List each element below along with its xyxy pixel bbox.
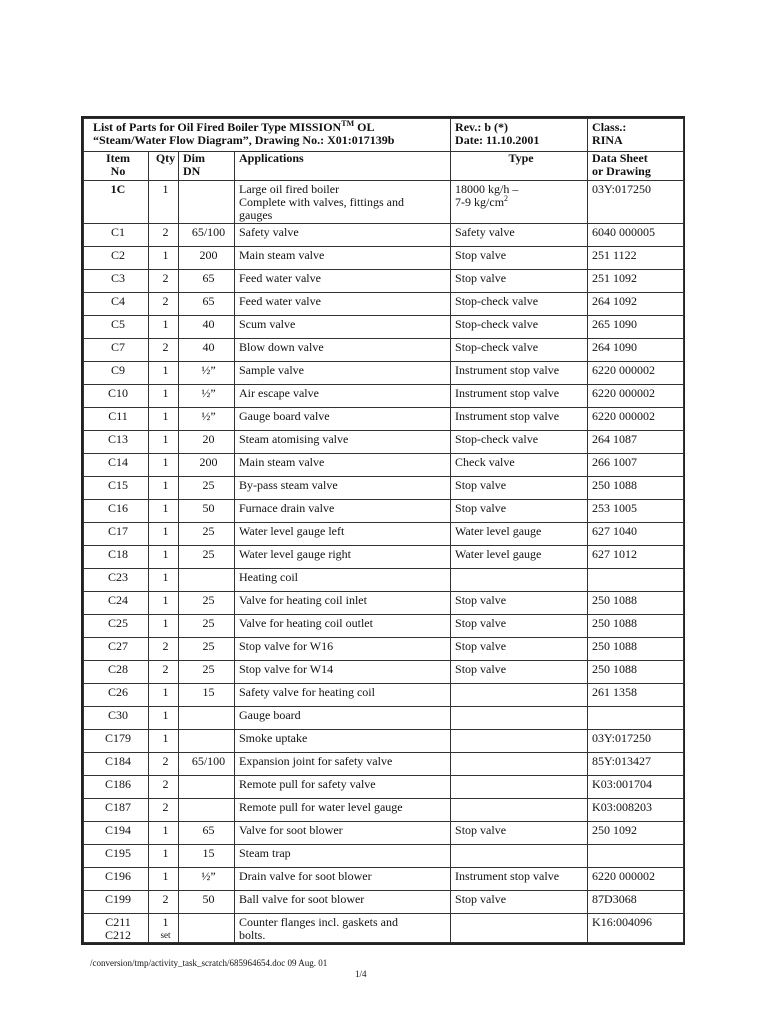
col-header-dim: [179, 152, 235, 181]
col-header-dim-line1: Dim: [183, 151, 205, 165]
table-row: [84, 408, 684, 431]
data-sheet: 250 1092: [588, 822, 684, 845]
qty: 1: [149, 477, 179, 500]
application: Steam atomising valve: [235, 431, 451, 454]
qty: 2: [149, 339, 179, 362]
application: Ball valve for soot blower: [235, 891, 451, 914]
type: [451, 776, 588, 799]
table-row: [84, 247, 684, 270]
application-line1: Large oil fired boiler: [239, 182, 340, 196]
type: [451, 845, 588, 868]
item-no: 1C: [84, 181, 149, 224]
application-line2: bolts.: [239, 928, 266, 942]
dim: ½”: [179, 362, 235, 385]
data-sheet: 250 1088: [588, 615, 684, 638]
application: Smoke uptake: [235, 730, 451, 753]
dim: 40: [179, 316, 235, 339]
qty: 2: [149, 799, 179, 822]
dim: 25: [179, 615, 235, 638]
qty-line2: set: [160, 930, 171, 940]
dim: ½”: [179, 868, 235, 891]
application: Valve for soot blower: [235, 822, 451, 845]
type: Stop-check valve: [451, 316, 588, 339]
type: [451, 730, 588, 753]
col-header-dim-line2: DN: [183, 164, 201, 178]
data-sheet: 250 1088: [588, 638, 684, 661]
qty: 2: [149, 753, 179, 776]
col-header-qty: Qty: [149, 152, 179, 181]
qty: 1: [149, 523, 179, 546]
data-sheet: 6040 000005: [588, 224, 684, 247]
item-no: C23: [84, 569, 149, 592]
qty: 2: [149, 224, 179, 247]
class-value: RINA: [592, 133, 623, 147]
table-row: [84, 523, 684, 546]
data-sheet: 250 1088: [588, 592, 684, 615]
table-row: [84, 454, 684, 477]
table-row: [84, 181, 684, 224]
item-no: C5: [84, 316, 149, 339]
item-no-line1: C211: [105, 915, 131, 929]
application: Main steam valve: [235, 454, 451, 477]
parts-table: [83, 118, 684, 943]
data-sheet: 251 1122: [588, 247, 684, 270]
item-no: C30: [84, 707, 149, 730]
trademark-mark: TM: [341, 119, 355, 128]
item-no: C184: [84, 753, 149, 776]
table-row: [84, 776, 684, 799]
table-row: [84, 914, 684, 943]
type: [451, 569, 588, 592]
qty: 2: [149, 270, 179, 293]
application: Main steam valve: [235, 247, 451, 270]
qty: 1: [149, 316, 179, 339]
type: Stop-check valve: [451, 431, 588, 454]
parts-list-sheet: [81, 116, 685, 945]
item-no: C2: [84, 247, 149, 270]
table-row: [84, 661, 684, 684]
qty: 1: [149, 569, 179, 592]
item-no: C13: [84, 431, 149, 454]
page-number: 1/4: [355, 969, 367, 979]
application: Feed water valve: [235, 293, 451, 316]
col-header-sheet: [588, 152, 684, 181]
item-no-line2: C212: [104, 928, 131, 942]
data-sheet: K16:004096: [588, 914, 684, 943]
application: By-pass steam valve: [235, 477, 451, 500]
dim: 65: [179, 293, 235, 316]
item-no: [84, 914, 149, 943]
type-line2: 7-9 kg/cm: [455, 195, 505, 209]
col-header-item-line2: No: [110, 164, 126, 178]
data-sheet: 264 1090: [588, 339, 684, 362]
type-superscript: 2: [504, 194, 509, 203]
data-sheet: [588, 707, 684, 730]
data-sheet: 264 1092: [588, 293, 684, 316]
table-row: [84, 569, 684, 592]
item-no: C179: [84, 730, 149, 753]
type: Water level gauge: [451, 523, 588, 546]
dim: 25: [179, 477, 235, 500]
col-header-item-line1: Item: [106, 151, 130, 165]
table-row: [84, 500, 684, 523]
dim: 50: [179, 891, 235, 914]
col-header-type: Type: [451, 152, 588, 181]
item-no: C187: [84, 799, 149, 822]
item-no: C195: [84, 845, 149, 868]
data-sheet: 627 1040: [588, 523, 684, 546]
col-header-sheet-line1: Data Sheet: [592, 151, 648, 165]
dim: 200: [179, 454, 235, 477]
application: Safety valve: [235, 224, 451, 247]
qty: 1: [149, 546, 179, 569]
item-no: C194: [84, 822, 149, 845]
table-row: [84, 224, 684, 247]
application: Feed water valve: [235, 270, 451, 293]
type: Stop valve: [451, 638, 588, 661]
qty: 1: [149, 845, 179, 868]
data-sheet: 250 1088: [588, 477, 684, 500]
qty: 2: [149, 661, 179, 684]
table-row: [84, 385, 684, 408]
qty: 2: [149, 293, 179, 316]
dim: 65/100: [179, 753, 235, 776]
item-no: C15: [84, 477, 149, 500]
type: Check valve: [451, 454, 588, 477]
qty: 1: [149, 408, 179, 431]
type: Stop valve: [451, 661, 588, 684]
dim: [179, 569, 235, 592]
dim: 25: [179, 661, 235, 684]
dim: 25: [179, 638, 235, 661]
type: Stop valve: [451, 822, 588, 845]
dim: 50: [179, 500, 235, 523]
table-row: [84, 822, 684, 845]
application: Steam trap: [235, 845, 451, 868]
qty: 1: [149, 500, 179, 523]
application: Scum valve: [235, 316, 451, 339]
dim: ½”: [179, 385, 235, 408]
application: Water level gauge right: [235, 546, 451, 569]
data-sheet: 03Y:017250: [588, 730, 684, 753]
data-sheet: 87D3068: [588, 891, 684, 914]
item-no: C186: [84, 776, 149, 799]
qty: 1: [149, 454, 179, 477]
application: Safety valve for heating coil: [235, 684, 451, 707]
data-sheet: 03Y:017250: [588, 181, 684, 224]
qty: 2: [149, 638, 179, 661]
application: Remote pull for safety valve: [235, 776, 451, 799]
data-sheet: 251 1092: [588, 270, 684, 293]
dim: 15: [179, 845, 235, 868]
table-row: [84, 362, 684, 385]
table-row: [84, 546, 684, 569]
type: Stop valve: [451, 615, 588, 638]
dim: ½”: [179, 408, 235, 431]
table-row: [84, 638, 684, 661]
qty: 2: [149, 891, 179, 914]
type: Instrument stop valve: [451, 385, 588, 408]
application: Valve for heating coil inlet: [235, 592, 451, 615]
application: Air escape valve: [235, 385, 451, 408]
item-no: C25: [84, 615, 149, 638]
table-row: [84, 477, 684, 500]
dim: 200: [179, 247, 235, 270]
type: [451, 799, 588, 822]
dim: 15: [179, 684, 235, 707]
table-row: [84, 730, 684, 753]
col-header-sheet-line2: or Drawing: [592, 164, 651, 178]
table-row: [84, 845, 684, 868]
application: Remote pull for water level gauge: [235, 799, 451, 822]
type: Safety valve: [451, 224, 588, 247]
data-sheet: 6220 000002: [588, 385, 684, 408]
data-sheet: 85Y:013427: [588, 753, 684, 776]
type: Stop valve: [451, 592, 588, 615]
application-line1: Counter flanges incl. gaskets and: [239, 915, 398, 929]
item-no: C11: [84, 408, 149, 431]
table-row: [84, 339, 684, 362]
application: Drain valve for soot blower: [235, 868, 451, 891]
type: Instrument stop valve: [451, 408, 588, 431]
type-line1: 18000 kg/h –: [455, 182, 519, 196]
data-sheet: 250 1088: [588, 661, 684, 684]
application: Heating coil: [235, 569, 451, 592]
data-sheet: K03:001704: [588, 776, 684, 799]
application: Water level gauge left: [235, 523, 451, 546]
application: Expansion joint for safety valve: [235, 753, 451, 776]
dim: 25: [179, 592, 235, 615]
qty: 1: [149, 431, 179, 454]
application: Stop valve for W16: [235, 638, 451, 661]
qty: 1: [149, 822, 179, 845]
dim: [179, 707, 235, 730]
dim: [179, 914, 235, 943]
dim: 20: [179, 431, 235, 454]
application: Gauge board valve: [235, 408, 451, 431]
qty: 2: [149, 776, 179, 799]
table-row: [84, 891, 684, 914]
type: Stop valve: [451, 477, 588, 500]
dim: 65: [179, 822, 235, 845]
item-no: C10: [84, 385, 149, 408]
item-no: C27: [84, 638, 149, 661]
qty: 1: [149, 385, 179, 408]
qty: 1: [149, 592, 179, 615]
qty: 1: [149, 181, 179, 224]
application: [235, 181, 451, 224]
data-sheet: [588, 569, 684, 592]
qty-line1: 1: [162, 915, 169, 929]
application: Valve for heating coil outlet: [235, 615, 451, 638]
type: [451, 181, 588, 224]
dim: [179, 181, 235, 224]
application: [235, 914, 451, 943]
data-sheet: 6220 000002: [588, 868, 684, 891]
item-no: C4: [84, 293, 149, 316]
type: Stop valve: [451, 891, 588, 914]
type: Stop valve: [451, 247, 588, 270]
title-row: [84, 119, 684, 152]
dim: [179, 776, 235, 799]
data-sheet: 265 1090: [588, 316, 684, 339]
type: Stop valve: [451, 500, 588, 523]
col-header-applications: Applications: [235, 152, 451, 181]
table-row: [84, 707, 684, 730]
dim: 25: [179, 546, 235, 569]
type: Stop-check valve: [451, 339, 588, 362]
type: [451, 914, 588, 943]
qty: 1: [149, 707, 179, 730]
table-row: [84, 753, 684, 776]
item-no: C24: [84, 592, 149, 615]
application: Sample valve: [235, 362, 451, 385]
title-line-1: List of Parts for Oil Fired Boiler Type MISSION: [93, 120, 342, 134]
item-no: C26: [84, 684, 149, 707]
dim: 25: [179, 523, 235, 546]
table-row: [84, 615, 684, 638]
column-header-row: [84, 152, 684, 181]
revision-cell: [451, 119, 588, 152]
table-row: [84, 868, 684, 891]
qty: 1: [149, 615, 179, 638]
data-sheet: 627 1012: [588, 546, 684, 569]
item-no: C18: [84, 546, 149, 569]
item-no: C9: [84, 362, 149, 385]
type: Water level gauge: [451, 546, 588, 569]
table-row: [84, 270, 684, 293]
qty: 1: [149, 362, 179, 385]
item-no: C1: [84, 224, 149, 247]
application: Stop valve for W14: [235, 661, 451, 684]
dim: 40: [179, 339, 235, 362]
qty: 1: [149, 247, 179, 270]
document-title: [84, 119, 451, 152]
type: Instrument stop valve: [451, 868, 588, 891]
application: Gauge board: [235, 707, 451, 730]
qty: 1: [149, 730, 179, 753]
table-row: [84, 293, 684, 316]
type: [451, 684, 588, 707]
title-line-1-end: OL: [354, 120, 375, 134]
class-cell: [588, 119, 684, 152]
application-line2: Complete with valves, fittings and: [239, 195, 404, 209]
table-row: [84, 684, 684, 707]
dim: 65/100: [179, 224, 235, 247]
data-sheet: 261 1358: [588, 684, 684, 707]
type: [451, 753, 588, 776]
item-no: C7: [84, 339, 149, 362]
revision-label: Rev.: b (*): [455, 120, 509, 134]
data-sheet: 6220 000002: [588, 362, 684, 385]
item-no: C16: [84, 500, 149, 523]
table-row: [84, 592, 684, 615]
item-no: C196: [84, 868, 149, 891]
type: Instrument stop valve: [451, 362, 588, 385]
item-no: C199: [84, 891, 149, 914]
item-no: C28: [84, 661, 149, 684]
type: Stop valve: [451, 270, 588, 293]
qty: [149, 914, 179, 943]
item-no: C17: [84, 523, 149, 546]
item-no: C14: [84, 454, 149, 477]
item-no: C3: [84, 270, 149, 293]
application: Furnace drain valve: [235, 500, 451, 523]
data-sheet: 266 1007: [588, 454, 684, 477]
dim: [179, 799, 235, 822]
type: Stop-check valve: [451, 293, 588, 316]
date-label: Date: 11.10.2001: [455, 133, 540, 147]
table-row: [84, 431, 684, 454]
data-sheet: 253 1005: [588, 500, 684, 523]
footer-path: /conversion/tmp/activity_task_scratch/685964654.doc 09 Aug. 01: [90, 958, 328, 968]
table-row: [84, 799, 684, 822]
data-sheet: 6220 000002: [588, 408, 684, 431]
qty: 1: [149, 868, 179, 891]
type: [451, 707, 588, 730]
dim: [179, 730, 235, 753]
data-sheet: K03:008203: [588, 799, 684, 822]
table-row: [84, 316, 684, 339]
title-line-2: “Steam/Water Flow Diagram”, Drawing No.: X01:017139b: [93, 133, 395, 147]
dim: 65: [179, 270, 235, 293]
data-sheet: [588, 845, 684, 868]
application-line3: gauges: [239, 208, 273, 222]
qty: 1: [149, 684, 179, 707]
class-label: Class.:: [592, 120, 627, 134]
data-sheet: 264 1087: [588, 431, 684, 454]
application: Blow down valve: [235, 339, 451, 362]
col-header-item: [84, 152, 149, 181]
